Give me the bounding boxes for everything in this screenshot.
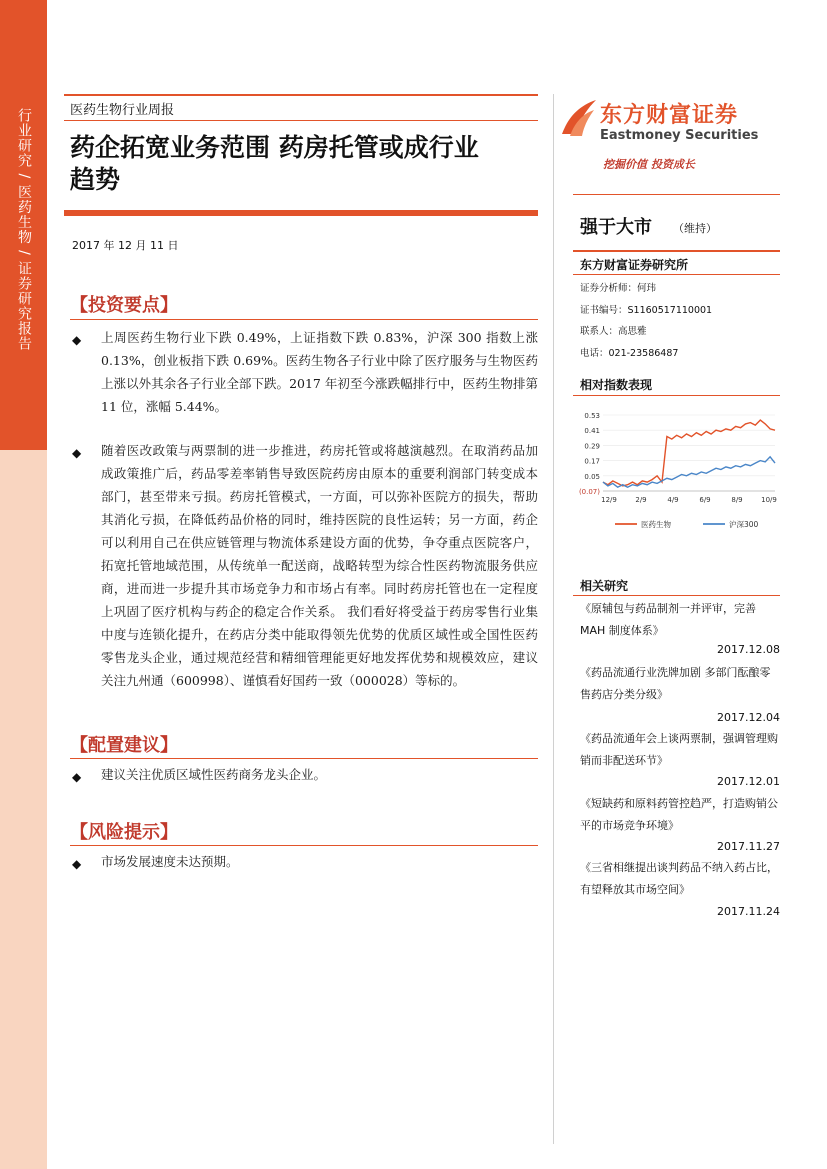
related-item-date: 2017.12.08	[717, 643, 780, 656]
bullet-icon: ◆	[72, 333, 82, 347]
bullet-icon: ◆	[72, 446, 82, 460]
invest-paragraph-2: 随着医改政策与两票制的进一步推进，药房托管或将越演越烈。在取消药品加成政策推广后，药品零差率销售导致医院药房由原本的重要利润部门转变成本部门，甚至带来亏损。药房托管模式，一方面，可以弥补医院方的损失，帮助其消化亏损，在降低药品价格的同时，维持医院的良性运转；另一方面，药企可以利用自己在供应链管理与物流体系建设方面的优势，争夺重点医院客户，拓宽托管地域范围，从传统单一配送商，战略转型为综合性医药物流服务供应商，进而进一步提升其市场竞争力和市场占有率。同时药房托管也在一定程度上巩固了医疗机构与药企的稳定合作关系。 我们看好将受益于药房零售行业集中度与连锁化提升，在药店分类中能取得领先优势的优质区域性或全国性医药零售龙头企业，通过规范经营和精细管理能更好地发挥优势和规模效应，建议关注九州通（600998）、谨慎看好国药一致（000028）等标的。	[101, 443, 538, 688]
y-tick-label: 0.29	[584, 442, 600, 451]
y-tick-label: (0.07)	[578, 488, 600, 496]
x-tick-label: 6/9	[699, 496, 711, 504]
y-tick-label: 0.41	[584, 427, 600, 436]
analyst: 证券分析师：何玮	[580, 283, 657, 294]
related-item-title[interactable]: 《短缺药和原料药管控趋严，打造购销公平的市场竞争环境》	[580, 797, 778, 832]
x-tick-label: 4/9	[667, 496, 679, 504]
phone: 电话：021-23586487	[580, 348, 679, 359]
section-invest-rule	[70, 319, 538, 320]
title-rule	[64, 210, 538, 216]
institute-name: 东方财富证券研究所	[580, 258, 689, 272]
x-tick-label: 12/9	[601, 496, 617, 504]
related-item-date: 2017.12.04	[717, 711, 780, 724]
x-tick-label: 2/9	[635, 496, 647, 504]
right-rule	[573, 274, 780, 275]
y-tick-label: 0.53	[584, 412, 600, 420]
chart-heading: 相对指数表现	[580, 378, 653, 392]
report-date: 2017 年 12 月 11 日	[72, 239, 179, 252]
legend-label: 沪深300	[729, 520, 759, 529]
sidebar-category: 行业研究 / 医药生物 / 证券研究报告	[16, 108, 32, 352]
related-item-title[interactable]: 《三省相继提出谈判药品不纳入药占比，有望释放其市场空间》	[580, 861, 778, 896]
logo-text-en: Eastmoney Securities	[600, 128, 759, 143]
related-item-title[interactable]: 《药品流通行业洗牌加剧 多部门酝酿零售药店分类分级》	[580, 666, 771, 701]
related-item-date: 2017.12.01	[717, 775, 780, 788]
invest-paragraph-1: 上周医药生物行业下跌 0.49%，上证指数下跌 0.83%，沪深 300 指数上涨 0.13%，创业板指下跌 0.69%。医药生物各子行业中除了医疗服务与生物医药上涨以外其余各子行业全部下跌。2017 年初至今涨跌幅排行中，医药生物排第 11 位，涨幅 5.44%。	[101, 330, 538, 414]
y-tick-label: 0.05	[584, 472, 600, 481]
x-tick-label: 10/9	[761, 496, 777, 504]
title-line-2: 趋势	[70, 165, 121, 194]
risk-paragraph: 市场发展速度未达预期。	[101, 854, 239, 869]
page-title	[70, 132, 538, 196]
right-rule	[573, 595, 780, 596]
report-series: 医药生物行业周报	[70, 103, 175, 118]
logo-text-cn: 东方财富证券	[600, 103, 739, 128]
right-rule	[573, 194, 780, 195]
rating-maintain: （维持）	[673, 222, 717, 235]
related-item-date: 2017.11.24	[717, 905, 780, 918]
header-top-rule	[64, 94, 538, 96]
section-invest-title: 【投资要点】	[70, 295, 178, 316]
x-tick-label: 8/9	[731, 496, 743, 504]
section-config-rule	[70, 758, 538, 759]
related-item-title[interactable]: 《药品流通年会上谈两票制，强调管理购销而非配送环节》	[580, 732, 778, 767]
y-tick-label: 0.17	[584, 457, 600, 466]
bullet-icon: ◆	[72, 857, 82, 871]
logo-mark-icon	[560, 98, 598, 138]
logo-slogan: 挖掘价值 投资成长	[603, 158, 695, 171]
right-rule	[573, 395, 780, 396]
relative-index-chart	[573, 405, 783, 545]
section-config-title: 【配置建议】	[70, 735, 178, 756]
series-line	[603, 457, 775, 487]
cert-number: 证书编号：S1160517110001	[580, 305, 713, 316]
sidebar-band	[0, 0, 47, 450]
contact: 联系人：高思雅	[580, 326, 647, 337]
legend-label: 医药生物	[641, 520, 671, 529]
related-heading: 相关研究	[580, 579, 629, 593]
bullet-icon: ◆	[72, 770, 82, 784]
column-divider	[553, 94, 554, 1144]
title-line-1: 药企拓宽业务范围 药房托管或成行业	[70, 133, 479, 162]
right-rule	[573, 250, 780, 252]
sidebar-band-light	[0, 450, 47, 1169]
related-item-title[interactable]: 《原辅包与药品制剂一并评审，完善MAH 制度体系》	[580, 602, 756, 637]
config-paragraph: 建议关注优质区域性医药商务龙头企业。	[101, 767, 327, 782]
related-item-date: 2017.11.27	[717, 840, 780, 853]
rating-label: 强于大市	[580, 217, 652, 238]
section-risk-title: 【风险提示】	[70, 822, 178, 843]
header-rule	[64, 120, 538, 121]
section-risk-rule	[70, 845, 538, 846]
company-logo	[560, 96, 770, 156]
